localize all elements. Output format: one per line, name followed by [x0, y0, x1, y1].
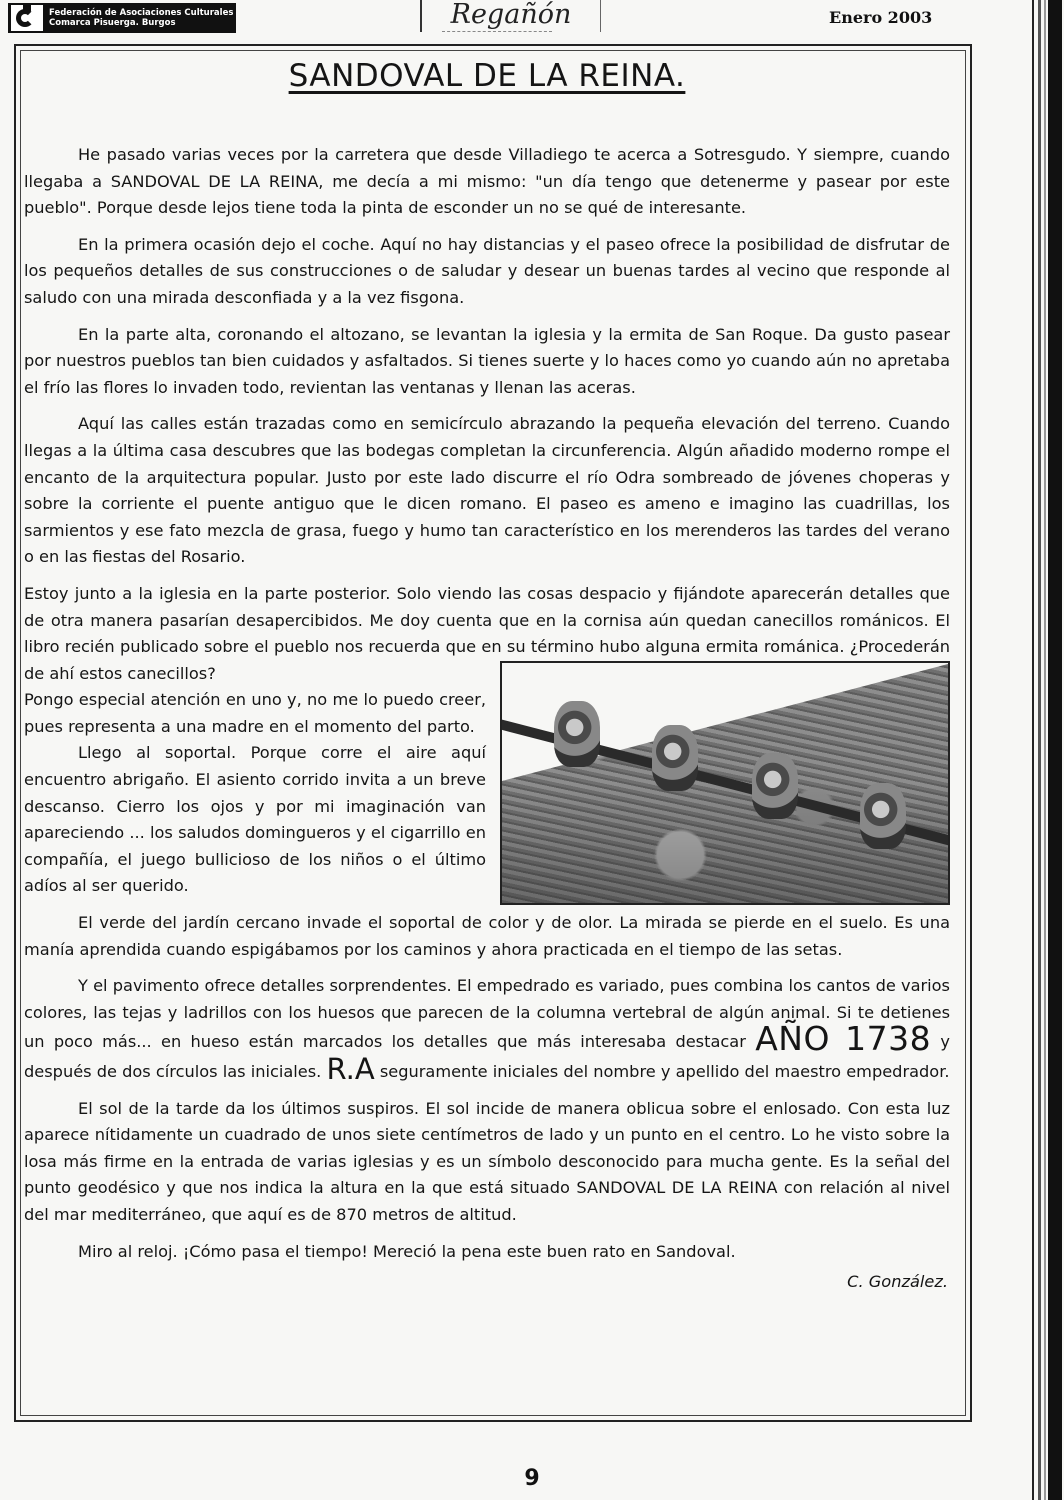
corbel-carving	[860, 783, 906, 849]
paragraph-3: En la parte alta, coronando el altozano, se levantan la iglesia y la ermita de San Roque. Da gusto pasear por nuestros pueblos tan bien cuidados y asfaltados. Si tienes suerte y lo haces como yo cuando aún no apretaba el frío las flores lo invaden todo, revientan las ventanas y llenan las aceras.	[24, 324, 950, 397]
corbel-carving	[652, 725, 698, 791]
paragraph-4: Aquí las calles están trazadas como en semicírculo abrazando la pequeña elevación del terreno. Cuando llegas a la última casa descubres que las bodegas completan la circunferencia. Algún añadido moderno rompe el encanto de la arquitectura popular. Justo por este lado discurre el río Odra sombreado de jóvenes choperas y sobre la corriente el puente antiguo que le dicen romano. El paseo es ameno e imagino las cuadrillas, los sarmientos y ese fato mezcla de grasa, fuego y humo tan característico en los merenderos las tardes del verano o en las fiestas del Rosario.	[24, 414, 950, 567]
issue-date: Enero 2003	[829, 8, 933, 27]
church-corbels-photo	[500, 661, 950, 905]
paragraph-5-text: Estoy junto a la iglesia en la parte posterior. Solo viendo las cosas despacio y fijándote aparecerán detalles que de otra manera pasarían desapercibidos. Me doy cuenta que en la cornisa aún quedan canecillos románicos. El libro recién publicado sobre el pueblo nos recuerda que en su término hubo alguna ermita románica. ¿Procederán de ahí estos canecillos?	[24, 583, 950, 683]
paragraph-1: He pasado varias veces por la carretera que desde Villadiego te acerca a Sotresgudo. Y siempre, cuando llegaba a SANDOVAL DE LA REINA, me decía a mi mismo: "un día tengo que detenerme y pasear por este pueblo". Porque desde lejos tiene toda la pinta de esconder un no se qué de interesante.	[24, 145, 950, 218]
article	[24, 54, 950, 1414]
federation-name-line1: Federación de Asociaciones Culturales	[49, 8, 234, 18]
year-inscription: AÑO 1738	[755, 1019, 932, 1059]
paragraph-9: El sol de la tarde da los últimos suspiros. El sol incide de manera oblicua sobre el enlosado. Con esta luz aparece nítidamente un cuadrado de unos siete centímetros de lado y un punto en el centro. Lo he visto sobre la losa más firme en la entrada de varias iglesias y es un símbolo desconocido para mucha gente. Es la señal del punto geodésico y que nos indica la altura en la que está situado SANDOVAL DE LA REINA con relación al nivel del mar mediterráneo, que aquí es de 870 metros de altitud.	[24, 1098, 950, 1224]
corbel-carving	[554, 701, 600, 767]
paragraph-5b: Pongo especial atención en uno y, no me lo puedo creer, pues representa a una madre en el momento del parto.	[24, 690, 486, 736]
publication-name: Regañón	[450, 0, 572, 30]
page-number: 9	[524, 1466, 540, 1491]
paragraph-8	[24, 973, 950, 1085]
paragraph-8-text-2: y después de dos círculos las iniciales.	[24, 1032, 950, 1081]
initials-inscription: R.A	[326, 1052, 375, 1086]
corbel-carving	[752, 753, 798, 819]
page-binding-edge	[1024, 0, 1064, 1500]
publication-title	[420, 0, 601, 32]
federation-name	[43, 8, 233, 28]
author-signature: C. González.	[847, 1272, 948, 1292]
paragraph-2: En la primera ocasión dejo el coche. Aquí no hay distancias y el paseo ofrece la posibilidad de disfrutar de los pequeños detalles de sus construcciones o de saludar y desear un buenas tardes al vecino que responde al saludo con una mirada desconfiada y a la vez fisgona.	[24, 234, 950, 307]
federation-logo	[8, 3, 236, 33]
paragraph-8-text: Y el pavimento ofrece detalles sorprendentes. El empedrado es variado, pues combina los cantos de varios colores, las tejas y ladrillos con los huesos que parecen de la columna vertebral de algún animal. Si te detienes un poco más... en hueso están marcados los detalles que más interesaba destacar	[24, 976, 950, 1052]
federation-name-line2: Comarca Pisuerga. Burgos	[49, 18, 176, 28]
paragraph-10: Miro al reloj. ¡Cómo pasa el tiempo! Mereció la pena este buen rato en Sandoval.	[78, 1241, 736, 1261]
title-underline-decoration	[442, 25, 552, 32]
paragraph-8-text-3: seguramente iniciales del nombre y apellido del maestro empedrador.	[379, 1062, 950, 1081]
paragraph-7: El verde del jardín cercano invade el soportal de color y de olor. La mirada se pierde en el suelo. Es una manía aprendida cuando espigábamos por los caminos y ahora practicada en el tiempo de las setas.	[24, 913, 950, 959]
paragraph-6: Llego al soportal. Porque corre el aire aquí encuentro abrigaño. El asiento corrido invita a un breve descanso. Cierro los ojos y por mi imaginación van apareciendo ... los saludos domingueros y el cigarrillo en compañía, el juego bullicioso de los niños o el último adíos al ser querido.	[24, 743, 486, 896]
federation-emblem-icon	[11, 5, 43, 31]
article-title: SANDOVAL DE LA REINA.	[288, 58, 686, 94]
